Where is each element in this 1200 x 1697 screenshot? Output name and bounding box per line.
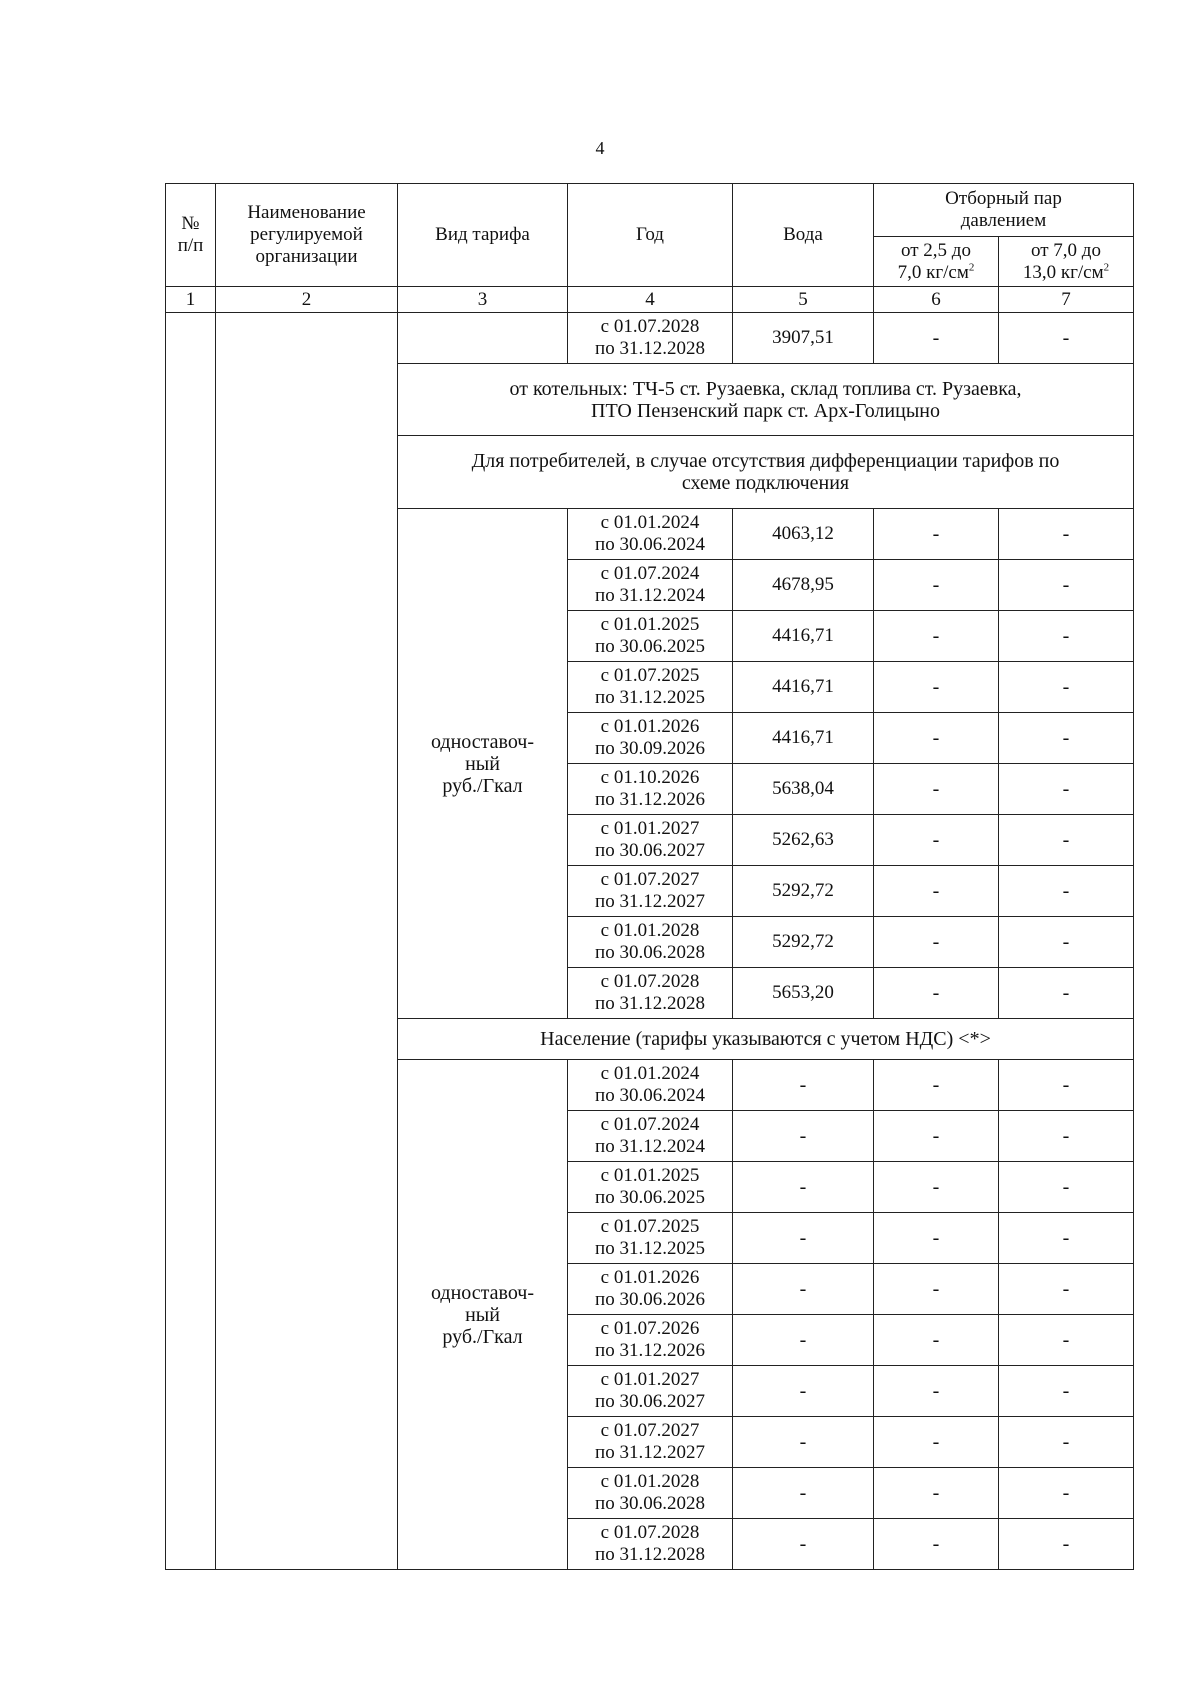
- period-text: с 01.01.2024 по 30.06.2024: [595, 1063, 705, 1106]
- steam-low-cell: -: [874, 313, 999, 364]
- tariff-type-cell: [398, 1060, 568, 1570]
- period-cell: [568, 1315, 733, 1366]
- period-cell: [568, 866, 733, 917]
- steam-low-cell: -: [874, 1111, 999, 1162]
- period-cell: [568, 1213, 733, 1264]
- steam-low-cell: -: [874, 1519, 999, 1570]
- steam-high-cell: -: [999, 1315, 1134, 1366]
- superscript-two: 2: [968, 261, 975, 274]
- water-cell: 4416,71: [733, 611, 874, 662]
- period-text: с 01.01.2028 по 30.06.2028: [595, 1471, 705, 1514]
- steam-high-cell: -: [999, 1468, 1134, 1519]
- period-text: с 01.01.2025 по 30.06.2025: [595, 1165, 705, 1208]
- water-cell: -: [733, 1366, 874, 1417]
- period-cell: [568, 611, 733, 662]
- steam-low-cell: -: [874, 917, 999, 968]
- steam-low-cell: -: [874, 509, 999, 560]
- period-text: с 01.10.2026 по 31.12.2026: [595, 767, 705, 810]
- organization-cell: [216, 313, 398, 1570]
- water-cell: 3907,51: [733, 313, 874, 364]
- period-text: с 01.07.2025 по 31.12.2025: [595, 665, 705, 708]
- steam-high-cell: -: [999, 1213, 1134, 1264]
- period-text: с 01.07.2026 по 31.12.2026: [595, 1318, 705, 1361]
- water-cell: 4416,71: [733, 662, 874, 713]
- section-population: Население (тарифы указываются с учетом НДС) <*>: [398, 1019, 1134, 1060]
- column-number: 3: [398, 287, 568, 313]
- header-steam-low: от 2,5 до 7,0 $кг/см^2$: [874, 237, 999, 287]
- header-tariff-type: Вид тарифа: [398, 184, 568, 287]
- period-cell: [568, 1060, 733, 1111]
- steam-low-cell: -: [874, 866, 999, 917]
- period-text: с 01.01.2026 по 30.06.2026: [595, 1267, 705, 1310]
- header-steam: Отборный пар давлением: [874, 184, 1134, 237]
- steam-high-cell: -: [999, 1366, 1134, 1417]
- water-cell: -: [733, 1060, 874, 1111]
- header-year: Год: [568, 184, 733, 287]
- header-number: № п/п: [166, 184, 216, 287]
- steam-high-cell: -: [999, 1162, 1134, 1213]
- tariff-type-label: одноставоч- ный руб./Гкал: [430, 1281, 535, 1348]
- period-cell: [568, 1162, 733, 1213]
- period-cell: [568, 560, 733, 611]
- steam-low-cell: -: [874, 713, 999, 764]
- water-cell: 5292,72: [733, 917, 874, 968]
- period-cell: [568, 1111, 733, 1162]
- period-text: с 01.01.2027 по 30.06.2027: [595, 818, 705, 861]
- page-number: 4: [595, 138, 605, 158]
- steam-high-cell: -: [999, 713, 1134, 764]
- period-text: с 01.07.2027 по 31.12.2027: [595, 1420, 705, 1463]
- steam-high-cell: -: [999, 1060, 1134, 1111]
- period-cell: [568, 1468, 733, 1519]
- period-cell: [568, 1519, 733, 1570]
- steam-low-cell: -: [874, 1213, 999, 1264]
- period-text: с 01.01.2025 по 30.06.2025: [595, 614, 705, 657]
- column-number: 5: [733, 287, 874, 313]
- water-cell: -: [733, 1264, 874, 1315]
- period-text: с 01.01.2027 по 30.06.2027: [595, 1369, 705, 1412]
- steam-low-cell: -: [874, 1468, 999, 1519]
- column-number: 1: [166, 287, 216, 313]
- period-cell: [568, 713, 733, 764]
- water-cell: -: [733, 1519, 874, 1570]
- water-cell: -: [733, 1111, 874, 1162]
- steam-low-cell: -: [874, 1162, 999, 1213]
- period-cell: [568, 968, 733, 1019]
- steam-high-cell: -: [999, 764, 1134, 815]
- water-cell: -: [733, 1162, 874, 1213]
- column-number: 6: [874, 287, 999, 313]
- period-cell: [568, 815, 733, 866]
- water-cell: 4678,95: [733, 560, 874, 611]
- tariff-type-cell: [398, 313, 568, 364]
- steam-high-cell: -: [999, 815, 1134, 866]
- period-cell: [568, 509, 733, 560]
- section-consumers: Для потребителей, в случае отсутствия дифференциации тарифов по схеме подключения: [398, 436, 1134, 509]
- period-text: с 01.07.2024 по 31.12.2024: [595, 1114, 705, 1157]
- steam-high-cell: -: [999, 560, 1134, 611]
- period-cell: [568, 1417, 733, 1468]
- period-text: с 01.07.2025 по 31.12.2025: [595, 1216, 705, 1259]
- water-cell: -: [733, 1417, 874, 1468]
- steam-high-cell: -: [999, 917, 1134, 968]
- water-cell: -: [733, 1213, 874, 1264]
- steam-low-cell: -: [874, 764, 999, 815]
- steam-low-cell: -: [874, 1264, 999, 1315]
- steam-low-cell: -: [874, 1366, 999, 1417]
- steam-low-cell: -: [874, 1060, 999, 1111]
- header-organization: Наименование регулируемой организации: [216, 184, 398, 287]
- period-cell: с 01.07.2028 по 31.12.2028: [568, 313, 733, 364]
- steam-high-cell: -: [999, 509, 1134, 560]
- table-row: [166, 313, 1134, 364]
- steam-high-cell: -: [999, 1111, 1134, 1162]
- column-number: 7: [999, 287, 1134, 313]
- steam-low-cell: -: [874, 662, 999, 713]
- column-number: 2: [216, 287, 398, 313]
- steam-low-cell: -: [874, 611, 999, 662]
- water-cell: 5638,04: [733, 764, 874, 815]
- period-cell: [568, 1366, 733, 1417]
- period-cell: [568, 1264, 733, 1315]
- period-text: с 01.07.2028 по 31.12.2028: [595, 971, 705, 1014]
- tariff-table: [165, 183, 1134, 1570]
- steam-low-cell: -: [874, 1315, 999, 1366]
- water-cell: 5653,20: [733, 968, 874, 1019]
- tariff-type-cell: [398, 509, 568, 1019]
- superscript-two: 2: [1103, 261, 1110, 274]
- column-number-row: [166, 287, 1134, 313]
- steam-high-cell: -: [999, 313, 1134, 364]
- water-cell: -: [733, 1468, 874, 1519]
- water-cell: 5262,63: [733, 815, 874, 866]
- steam-high-cell: -: [999, 662, 1134, 713]
- period-text: с 01.01.2028 по 30.06.2028: [595, 920, 705, 963]
- column-number: 4: [568, 287, 733, 313]
- period-text: с 01.07.2024 по 31.12.2024: [595, 563, 705, 606]
- period-cell: [568, 764, 733, 815]
- period-text: с 01.01.2024 по 30.06.2024: [595, 512, 705, 555]
- steam-low-cell: -: [874, 968, 999, 1019]
- period-cell: [568, 662, 733, 713]
- period-cell: [568, 917, 733, 968]
- steam-high-cell: -: [999, 866, 1134, 917]
- header-row: [166, 184, 1134, 237]
- period-text: с 01.07.2028 по 31.12.2028: [595, 1522, 705, 1565]
- steam-low-cell: -: [874, 1417, 999, 1468]
- water-cell: -: [733, 1315, 874, 1366]
- water-cell: 5292,72: [733, 866, 874, 917]
- steam-high-cell: -: [999, 968, 1134, 1019]
- header-water: Вода: [733, 184, 874, 287]
- tariff-type-label: одноставоч- ный руб./Гкал: [430, 730, 535, 797]
- steam-low-cell: -: [874, 560, 999, 611]
- header-steam-high: от 7,0 до 13,0 $кг/см^2$: [999, 237, 1134, 287]
- number-cell: [166, 313, 216, 1570]
- section-source: от котельных: ТЧ-5 ст. Рузаевка, склад топлива ст. Рузаевка, ПТО Пензенский парк ст. Арх-Голицыно: [398, 364, 1134, 436]
- steam-high-cell: -: [999, 1417, 1134, 1468]
- steam-low-cell: -: [874, 815, 999, 866]
- water-cell: 4416,71: [733, 713, 874, 764]
- steam-high-cell: -: [999, 1264, 1134, 1315]
- steam-high-cell: -: [999, 1519, 1134, 1570]
- steam-high-cell: -: [999, 611, 1134, 662]
- water-cell: 4063,12: [733, 509, 874, 560]
- period-text: с 01.01.2026 по 30.09.2026: [595, 716, 705, 759]
- period-text: с 01.07.2027 по 31.12.2027: [595, 869, 705, 912]
